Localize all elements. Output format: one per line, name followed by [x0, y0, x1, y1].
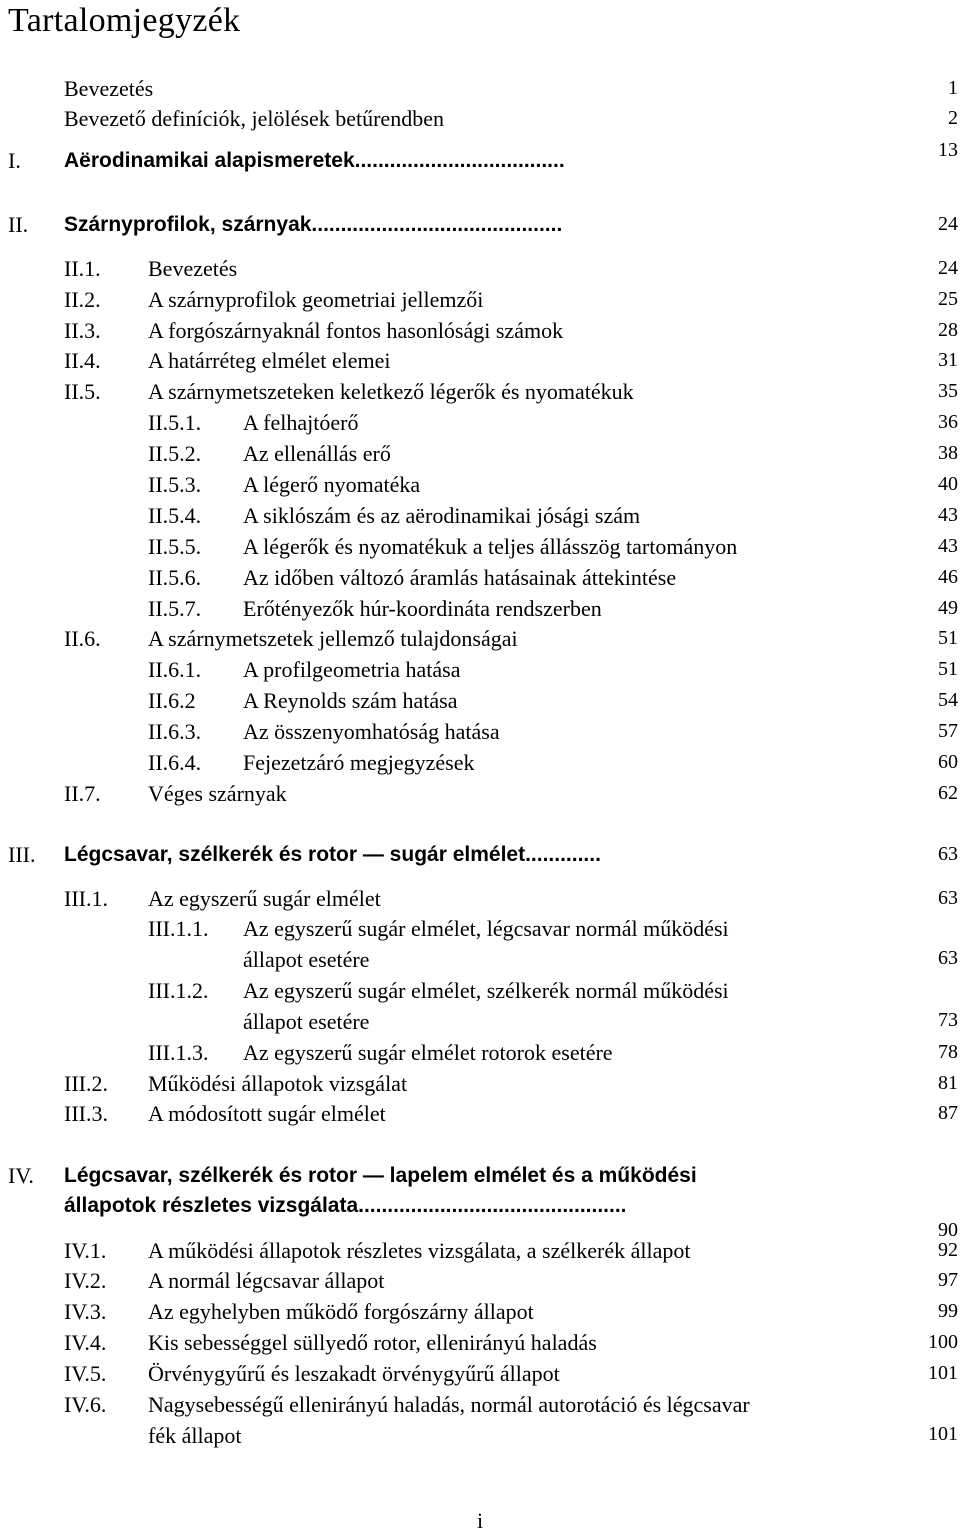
toc-entry-4-page: 24	[938, 213, 958, 235]
toc-entry-16-number: II.5.7.	[148, 596, 202, 621]
toc-entry-31-label: A működési állapotok részletes vizsgálata, a szélkerék állapot	[148, 1238, 691, 1263]
toc-entry-20-number: II.6.3.	[148, 719, 202, 744]
toc-entry-34-number: IV.4.	[64, 1330, 107, 1355]
page-title: Tartalomjegyzék	[8, 2, 241, 39]
toc-entry-3-page: 13	[938, 139, 958, 161]
toc-entry-10-page: 36	[938, 411, 958, 433]
toc-entry-30-label: Légcsavar, szélkerék és rotor — lapelem elmélet és a működési	[64, 1164, 697, 1187]
toc-entry-36-number: IV.6.	[64, 1392, 107, 1417]
toc-entry-24-label: Az egyszerű sugár elmélet	[148, 886, 381, 911]
toc-entry-33-page: 99	[938, 1300, 958, 1322]
toc-entry-9-number: II.5.	[64, 379, 101, 404]
toc-entry-12-page: 40	[938, 473, 958, 495]
page-footer-number: i	[476, 1508, 484, 1533]
toc-entry-22-label: Véges szárnyak	[148, 781, 287, 806]
toc-entry-6-page: 25	[938, 288, 958, 310]
toc-entry-24-number: III.1.	[64, 886, 108, 911]
toc-entry-15-page: 46	[938, 566, 958, 588]
toc-entry-18-label: A profilgeometria hatása	[243, 657, 461, 682]
toc-entry-32-label: A normál légcsavar állapot	[148, 1268, 385, 1293]
toc-entry-5-number: II.1.	[64, 256, 101, 281]
toc-entry-6-label: A szárnyprofilok geometriai jellemzői	[148, 287, 484, 312]
toc-entry-26-label-cont: állapot esetére	[243, 1009, 370, 1034]
toc-entry-35-number: IV.5.	[64, 1361, 107, 1386]
toc-entry-22-page: 62	[938, 782, 958, 804]
toc-entry-17-number: II.6.	[64, 626, 101, 651]
toc-entry-1-label: Bevezetés	[64, 76, 154, 101]
toc-entry-15-number: II.5.6.	[148, 565, 202, 590]
toc-entry-10-number: II.5.1.	[148, 410, 202, 435]
toc-entry-35-label: Örvénygyűrű és leszakadt örvénygyűrű állapot	[148, 1361, 560, 1386]
toc-entry-34-page: 100	[928, 1331, 958, 1353]
toc-entry-27-number: III.1.3.	[148, 1040, 209, 1065]
toc-entry-23-page: 63	[938, 843, 958, 865]
toc-entry-26-label: Az egyszerű sugár elmélet, szélkerék normál működési	[243, 978, 729, 1003]
toc-entry-4-label: Szárnyprofilok, szárnyak...........................................	[64, 213, 563, 236]
toc-entry-10-label: A felhajtóerő	[243, 410, 359, 435]
toc-entry-18-page: 51	[938, 658, 958, 680]
toc-entry-15-label: Az időben változó áramlás hatásainak áttekintése	[243, 565, 677, 590]
toc-entry-31-number: IV.1.	[64, 1238, 107, 1263]
toc-entry-5-page: 24	[938, 257, 958, 279]
toc-entry-17-page: 51	[938, 627, 958, 649]
toc-entry-35-page: 101	[928, 1362, 958, 1384]
toc-entry-20-label: Az összenyomhatóság hatása	[243, 719, 500, 744]
toc-entry-3-number: I.	[8, 148, 21, 173]
toc-entry-29-page: 87	[938, 1102, 958, 1124]
toc-entry-11-page: 38	[938, 442, 958, 464]
toc-entry-21-page: 60	[938, 751, 958, 773]
toc-entry-36-label-cont: fék állapot	[148, 1423, 242, 1448]
toc-entry-8-page: 31	[938, 349, 958, 371]
toc-entry-25-number: III.1.1.	[148, 916, 209, 941]
toc-entry-14-number: II.5.5.	[148, 534, 202, 559]
toc-entry-13-label: A siklószám és az aërodinamikai jósági szám	[243, 503, 641, 528]
toc-entry-9-page: 35	[938, 380, 958, 402]
toc-entry-34-label: Kis sebességgel süllyedő rotor, ellenirányú haladás	[148, 1330, 597, 1355]
toc-entry-8-label: A határréteg elmélet elemei	[148, 348, 391, 373]
toc-entry-33-number: IV.3.	[64, 1299, 107, 1324]
toc-entry-25-page: 63	[938, 947, 958, 969]
toc-entry-7-label: A forgószárnyaknál fontos hasonlósági számok	[148, 318, 564, 343]
toc-entry-28-page: 81	[938, 1072, 958, 1094]
toc-entry-32-number: IV.2.	[64, 1268, 107, 1293]
toc-entry-21-number: II.6.4.	[148, 750, 202, 775]
toc-entry-3-label: Aërodinamikai alapismeretek....................................	[64, 149, 565, 172]
toc-entry-7-page: 28	[938, 319, 958, 341]
toc-entry-36-label: Nagysebességű ellenirányú haladás, normál autorotáció és légcsavar	[148, 1392, 750, 1417]
toc-entry-29-label: A módosított sugár elmélet	[148, 1101, 386, 1126]
toc-entry-25-label-cont: állapot esetére	[243, 947, 370, 972]
toc-entry-28-number: III.2.	[64, 1071, 108, 1096]
toc-entry-6-number: II.2.	[64, 287, 101, 312]
toc-entry-9-label: A szárnymetszeteken keletkező légerők és nyomatékuk	[148, 379, 634, 404]
toc-entry-16-page: 49	[938, 597, 958, 619]
toc-entry-19-page: 54	[938, 689, 958, 711]
toc-entry-26-page: 73	[938, 1009, 958, 1031]
toc-entry-23-number: III.	[8, 842, 36, 867]
toc-entry-19-label: A Reynolds szám hatása	[243, 688, 458, 713]
toc-entry-14-label: A légerők és nyomatékuk a teljes állásszög tartományon	[243, 534, 738, 559]
toc-entry-12-number: II.5.3.	[148, 472, 202, 497]
toc-entry-27-page: 78	[938, 1041, 958, 1063]
toc-entry-16-label: Erőtényezők húr-koordináta rendszerben	[243, 596, 602, 621]
toc-entry-30-number: IV.	[8, 1163, 34, 1188]
toc-entry-11-label: Az ellenállás erő	[243, 441, 391, 466]
toc-entry-27-label: Az egyszerű sugár elmélet rotorok esetére	[243, 1040, 613, 1065]
toc-entry-28-label: Működési állapotok vizsgálat	[148, 1071, 408, 1096]
toc-entry-11-number: II.5.2.	[148, 441, 202, 466]
toc-entry-26-number: III.1.2.	[148, 978, 209, 1003]
toc-entry-30-label-cont: állapotok részletes vizsgálata..............................................	[64, 1194, 627, 1217]
toc-entry-5-label: Bevezetés	[148, 256, 238, 281]
toc-entry-17-label: A szárnymetszetek jellemző tulajdonságai	[148, 626, 518, 651]
toc-entry-12-label: A légerő nyomatéka	[243, 472, 421, 497]
toc-entry-21-label: Fejezetzáró megjegyzések	[243, 750, 475, 775]
toc-entry-18-number: II.6.1.	[148, 657, 202, 682]
toc-entry-24-page: 63	[938, 887, 958, 909]
toc-entry-33-label: Az egyhelyben működő forgószárny állapot	[148, 1299, 534, 1324]
toc-entry-4-number: II.	[8, 212, 29, 237]
toc-entry-13-number: II.5.4.	[148, 503, 202, 528]
toc-entry-2-label: Bevezető definíciók, jelölések betűrendben	[64, 106, 444, 131]
toc-entry-19-number: II.6.2	[148, 688, 196, 713]
toc-entry-25-label: Az egyszerű sugár elmélet, légcsavar normál működési	[243, 916, 729, 941]
toc-entry-23-label: Légcsavar, szélkerék és rotor — sugár elmélet.............	[64, 843, 601, 866]
toc-entry-13-page: 43	[938, 504, 958, 526]
toc-entry-36-page: 101	[928, 1423, 958, 1445]
toc-entry-22-number: II.7.	[64, 781, 101, 806]
toc-entry-30-page: 90	[938, 1219, 958, 1241]
toc-entry-1-page: 1	[948, 77, 958, 99]
toc-entry-29-number: III.3.	[64, 1101, 108, 1126]
toc-entry-20-page: 57	[938, 720, 958, 742]
toc-entry-2-page: 2	[948, 107, 958, 129]
toc-entry-14-page: 43	[938, 535, 958, 557]
toc-entry-7-number: II.3.	[64, 318, 101, 343]
toc-entry-8-number: II.4.	[64, 348, 101, 373]
toc-entry-32-page: 97	[938, 1269, 958, 1291]
toc-entry-31-page: 92	[938, 1239, 958, 1261]
